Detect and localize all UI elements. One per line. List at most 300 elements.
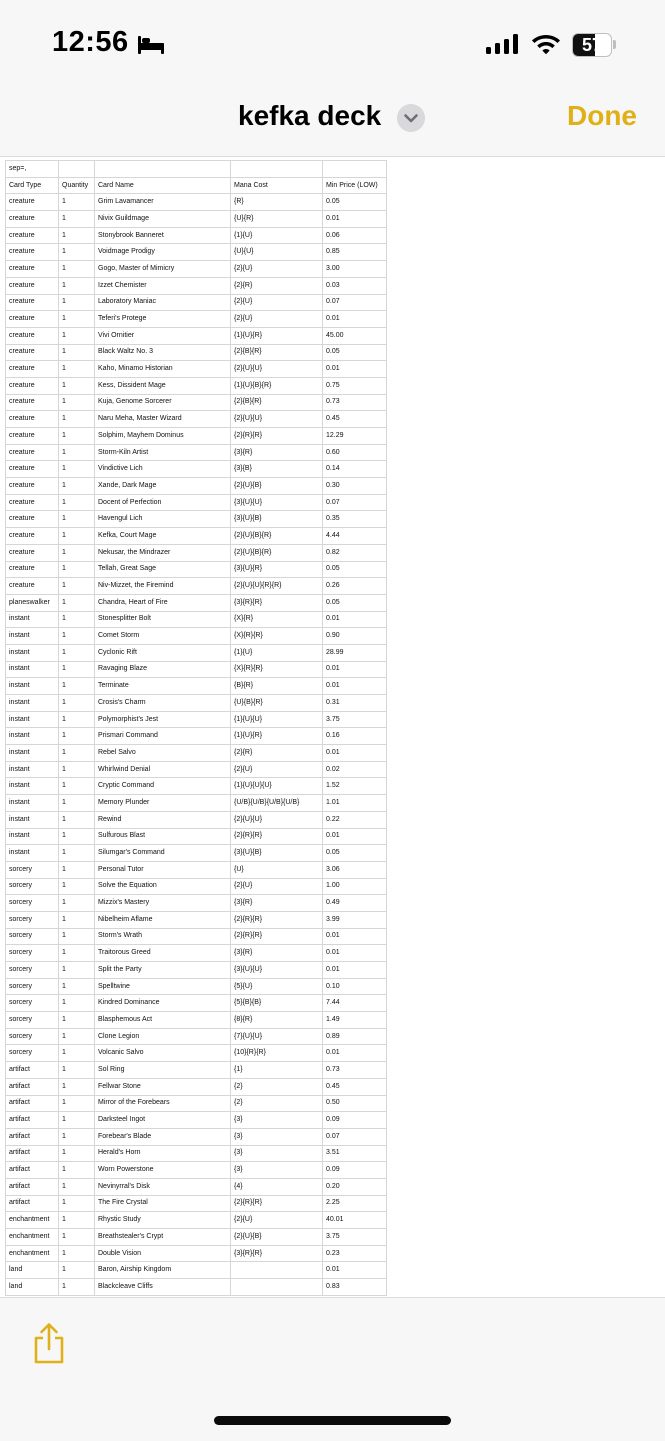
table-row — [6, 628, 387, 645]
quantity-cell: 1 — [59, 945, 95, 962]
mana-cost-cell: {3}{R} — [231, 945, 323, 962]
min-price-cell: 0.01 — [323, 962, 387, 979]
table-row — [6, 394, 387, 411]
mana-cost-cell: {2}{U}{U} — [231, 361, 323, 378]
card-type-cell: artifact — [6, 1112, 59, 1129]
quantity-cell: 1 — [59, 1245, 95, 1262]
card-name-cell: Traitorous Greed — [95, 945, 231, 962]
min-price-cell: 3.75 — [323, 1229, 387, 1246]
card-name-cell: Black Waltz No. 3 — [95, 344, 231, 361]
mana-cost-cell: {2}{U}{B}{R} — [231, 544, 323, 561]
min-price-cell: 45.00 — [323, 327, 387, 344]
card-type-cell: creature — [6, 227, 59, 244]
card-name-cell: Havengul Lich — [95, 511, 231, 528]
card-type-cell: instant — [6, 611, 59, 628]
mana-cost-cell: {U} — [231, 861, 323, 878]
min-price-cell: 1.49 — [323, 1012, 387, 1029]
table-row — [6, 528, 387, 545]
card-type-cell: creature — [6, 444, 59, 461]
quantity-cell: 1 — [59, 1095, 95, 1112]
card-type-cell: sorcery — [6, 945, 59, 962]
card-name-cell: Clone Legion — [95, 1028, 231, 1045]
mana-cost-cell: {3}{U}{U} — [231, 962, 323, 979]
quantity-cell: 1 — [59, 911, 95, 928]
quantity-cell: 1 — [59, 778, 95, 795]
min-price-cell: 0.01 — [323, 361, 387, 378]
min-price-cell: 28.99 — [323, 644, 387, 661]
table-row — [6, 761, 387, 778]
table-row — [6, 1178, 387, 1195]
card-type-cell: sorcery — [6, 911, 59, 928]
card-type-cell: instant — [6, 811, 59, 828]
card-type-cell: creature — [6, 411, 59, 428]
quantity-cell: 1 — [59, 628, 95, 645]
card-type-cell: instant — [6, 778, 59, 795]
card-name-cell: Voidmage Prodigy — [95, 244, 231, 261]
card-name-cell: Niv-Mizzet, the Firemind — [95, 578, 231, 595]
mana-cost-cell — [231, 1279, 323, 1296]
mana-cost-cell: {3}{U}{R} — [231, 561, 323, 578]
quantity-cell: 1 — [59, 761, 95, 778]
header-cell: Quantity — [59, 177, 95, 194]
card-type-cell: instant — [6, 761, 59, 778]
min-price-cell: 0.01 — [323, 945, 387, 962]
card-name-cell: Volcanic Salvo — [95, 1045, 231, 1062]
header-cell: Card Type — [6, 177, 59, 194]
quantity-cell: 1 — [59, 361, 95, 378]
mana-cost-cell: {7}{U}{U} — [231, 1028, 323, 1045]
mana-cost-cell: {B}{R} — [231, 678, 323, 695]
quantity-cell: 1 — [59, 811, 95, 828]
mana-cost-cell: {2}{U} — [231, 1212, 323, 1229]
card-type-cell: artifact — [6, 1095, 59, 1112]
wifi-icon — [531, 31, 561, 55]
table-row — [6, 978, 387, 995]
min-price-cell: 7.44 — [323, 995, 387, 1012]
quantity-cell: 1 — [59, 578, 95, 595]
card-type-cell: enchantment — [6, 1212, 59, 1229]
card-type-cell: creature — [6, 511, 59, 528]
min-price-cell: 1.01 — [323, 795, 387, 812]
mana-cost-cell: {3}{R} — [231, 895, 323, 912]
card-type-cell: sorcery — [6, 928, 59, 945]
card-type-cell: sorcery — [6, 962, 59, 979]
mana-cost-cell: {2}{U}{U}{R}{R} — [231, 578, 323, 595]
card-type-cell: sorcery — [6, 1028, 59, 1045]
min-price-cell: 0.03 — [323, 277, 387, 294]
card-name-cell: Double Vision — [95, 1245, 231, 1262]
mana-cost-cell: {1}{U}{R} — [231, 327, 323, 344]
card-type-cell: sorcery — [6, 878, 59, 895]
quantity-cell: 1 — [59, 828, 95, 845]
table-row — [6, 795, 387, 812]
table-row — [6, 261, 387, 278]
min-price-cell: 0.73 — [323, 394, 387, 411]
title-menu-chevron-icon[interactable] — [397, 104, 425, 132]
quantity-cell: 1 — [59, 711, 95, 728]
min-price-cell: 0.01 — [323, 1262, 387, 1279]
min-price-cell: 0.09 — [323, 1162, 387, 1179]
quantity-cell: 1 — [59, 1062, 95, 1079]
min-price-cell: 2.25 — [323, 1195, 387, 1212]
card-name-cell: Sulfurous Blast — [95, 828, 231, 845]
mana-cost-cell: {3} — [231, 1112, 323, 1129]
card-type-cell: creature — [6, 377, 59, 394]
min-price-cell: 0.14 — [323, 461, 387, 478]
quantity-cell: 1 — [59, 294, 95, 311]
table-row — [6, 928, 387, 945]
min-price-cell: 0.02 — [323, 761, 387, 778]
table-row — [6, 1212, 387, 1229]
card-type-cell: artifact — [6, 1078, 59, 1095]
quantity-cell: 1 — [59, 745, 95, 762]
card-type-cell: creature — [6, 478, 59, 495]
done-button[interactable]: Done — [567, 100, 637, 131]
table-row — [6, 878, 387, 895]
mana-cost-cell: {2}{U} — [231, 294, 323, 311]
mana-cost-cell: {2}{U}{B}{R} — [231, 528, 323, 545]
min-price-cell: 0.05 — [323, 594, 387, 611]
min-price-cell: 0.05 — [323, 194, 387, 211]
card-type-cell: instant — [6, 745, 59, 762]
min-price-cell: 0.75 — [323, 377, 387, 394]
card-type-cell: creature — [6, 261, 59, 278]
min-price-cell: 0.45 — [323, 411, 387, 428]
mana-cost-cell: {8}{R} — [231, 1012, 323, 1029]
mana-cost-cell: {2}{U} — [231, 261, 323, 278]
csv-spreadsheet — [5, 160, 387, 1296]
card-name-cell: Stonybrook Banneret — [95, 227, 231, 244]
min-price-cell: 0.06 — [323, 227, 387, 244]
card-name-cell: Crosis's Charm — [95, 695, 231, 712]
card-name-cell: Nevinyrral's Disk — [95, 1178, 231, 1195]
table-row — [6, 594, 387, 611]
card-type-cell: instant — [6, 711, 59, 728]
mana-cost-cell: {2}{U} — [231, 761, 323, 778]
card-type-cell: sorcery — [6, 995, 59, 1012]
card-name-cell: Kefka, Court Mage — [95, 528, 231, 545]
mana-cost-cell: {X}{R}{R} — [231, 661, 323, 678]
table-row — [6, 845, 387, 862]
mana-cost-cell: {3}{U}{U} — [231, 494, 323, 511]
card-name-cell: Darksteel Ingot — [95, 1112, 231, 1129]
min-price-cell: 0.10 — [323, 978, 387, 995]
card-name-cell: Kaho, Minamo Historian — [95, 361, 231, 378]
card-name-cell: Polymorphist's Jest — [95, 711, 231, 728]
table-row — [6, 444, 387, 461]
quantity-cell: 1 — [59, 1162, 95, 1179]
table-row — [6, 461, 387, 478]
card-name-cell: Laboratory Maniac — [95, 294, 231, 311]
quantity-cell: 1 — [59, 444, 95, 461]
min-price-cell: 0.07 — [323, 1128, 387, 1145]
card-type-cell: enchantment — [6, 1245, 59, 1262]
quantity-cell: 1 — [59, 1212, 95, 1229]
status-time: 12:56 — [52, 26, 129, 58]
quantity-cell: 1 — [59, 227, 95, 244]
table-row — [6, 911, 387, 928]
min-price-cell: 3.00 — [323, 261, 387, 278]
card-type-cell: creature — [6, 394, 59, 411]
header-cell: Min Price (LOW) — [323, 177, 387, 194]
share-icon[interactable] — [32, 1322, 66, 1364]
card-name-cell: Prismari Command — [95, 728, 231, 745]
table-row — [6, 277, 387, 294]
quantity-cell: 1 — [59, 1078, 95, 1095]
mana-cost-cell: {10}{R}{R} — [231, 1045, 323, 1062]
quantity-cell: 1 — [59, 1045, 95, 1062]
card-name-cell: Stonesplitter Bolt — [95, 611, 231, 628]
card-name-cell: Whirlwind Denial — [95, 761, 231, 778]
mana-cost-cell: {2}{B}{R} — [231, 344, 323, 361]
card-name-cell: Solve the Equation — [95, 878, 231, 895]
card-name-cell: Teferi's Protege — [95, 311, 231, 328]
quantity-cell: 1 — [59, 1145, 95, 1162]
table-row — [6, 1195, 387, 1212]
table-row — [6, 1062, 387, 1079]
table-row — [6, 728, 387, 745]
mana-cost-cell: {2}{R} — [231, 745, 323, 762]
quantity-cell: 1 — [59, 494, 95, 511]
card-type-cell: creature — [6, 561, 59, 578]
card-name-cell: Forebear's Blade — [95, 1128, 231, 1145]
quantity-cell: 1 — [59, 1128, 95, 1145]
mana-cost-cell: {3}{R}{R} — [231, 1245, 323, 1262]
battery-level: 57 — [581, 35, 603, 55]
card-name-cell: Worn Powerstone — [95, 1162, 231, 1179]
mana-cost-cell: {2}{R}{R} — [231, 1195, 323, 1212]
mana-cost-cell: {3}{U}{B} — [231, 511, 323, 528]
table-row — [6, 745, 387, 762]
table-row — [6, 361, 387, 378]
quantity-cell: 1 — [59, 511, 95, 528]
quantity-cell: 1 — [59, 1279, 95, 1296]
min-price-cell: 0.01 — [323, 745, 387, 762]
card-name-cell: Nekusar, the Mindrazer — [95, 544, 231, 561]
mana-cost-cell: {5}{B}{B} — [231, 995, 323, 1012]
mana-cost-cell — [231, 1262, 323, 1279]
quantity-cell: 1 — [59, 261, 95, 278]
mana-cost-cell: {3} — [231, 1128, 323, 1145]
card-name-cell: Mizzix's Mastery — [95, 895, 231, 912]
card-type-cell: sorcery — [6, 978, 59, 995]
cellular-signal-icon — [486, 34, 520, 54]
mana-cost-cell: {2}{R}{R} — [231, 911, 323, 928]
table-row — [6, 644, 387, 661]
card-type-cell: creature — [6, 528, 59, 545]
quantity-cell: 1 — [59, 995, 95, 1012]
card-type-cell: sorcery — [6, 861, 59, 878]
quantity-cell: 1 — [59, 845, 95, 862]
min-price-cell: 0.01 — [323, 1045, 387, 1062]
min-price-cell: 0.23 — [323, 1245, 387, 1262]
table-row — [6, 945, 387, 962]
mana-cost-cell: {R} — [231, 194, 323, 211]
card-name-cell: Kuja, Genome Sorcerer — [95, 394, 231, 411]
card-name-cell: Solphim, Mayhem Dominus — [95, 428, 231, 445]
table-row — [6, 1028, 387, 1045]
table-row — [6, 561, 387, 578]
quantity-cell: 1 — [59, 377, 95, 394]
mana-cost-cell: {2}{U}{U} — [231, 411, 323, 428]
card-type-cell: creature — [6, 311, 59, 328]
table-row — [6, 1012, 387, 1029]
mana-cost-cell: {2}{U}{B} — [231, 1229, 323, 1246]
card-type-cell: creature — [6, 461, 59, 478]
card-type-cell: creature — [6, 244, 59, 261]
min-price-cell: 3.06 — [323, 861, 387, 878]
mana-cost-cell: {1}{U} — [231, 227, 323, 244]
card-type-cell: artifact — [6, 1062, 59, 1079]
min-price-cell: 1.52 — [323, 778, 387, 795]
quantity-cell: 1 — [59, 928, 95, 945]
mana-cost-cell: {2} — [231, 1095, 323, 1112]
quantity-cell: 1 — [59, 211, 95, 228]
mana-cost-cell: {2}{U} — [231, 878, 323, 895]
mana-cost-cell: {1}{U} — [231, 644, 323, 661]
table-row — [6, 1145, 387, 1162]
quantity-cell: 1 — [59, 728, 95, 745]
mana-cost-cell: {1} — [231, 1062, 323, 1079]
table-row — [6, 244, 387, 261]
card-name-cell: Storm's Wrath — [95, 928, 231, 945]
table-row — [6, 494, 387, 511]
mana-cost-cell: {4} — [231, 1178, 323, 1195]
card-type-cell: artifact — [6, 1145, 59, 1162]
table-row — [6, 1078, 387, 1095]
quantity-cell: 1 — [59, 978, 95, 995]
table-row — [6, 895, 387, 912]
card-type-cell: instant — [6, 828, 59, 845]
card-name-cell: Breathstealer's Crypt — [95, 1229, 231, 1246]
quantity-cell: 1 — [59, 895, 95, 912]
card-name-cell: Baron, Airship Kingdom — [95, 1262, 231, 1279]
card-type-cell: sorcery — [6, 895, 59, 912]
preface-row — [6, 161, 387, 178]
table-row — [6, 294, 387, 311]
table-row — [6, 861, 387, 878]
quantity-cell: 1 — [59, 695, 95, 712]
card-name-cell: Gogo, Master of Mimicry — [95, 261, 231, 278]
card-name-cell: Comet Storm — [95, 628, 231, 645]
card-type-cell: creature — [6, 327, 59, 344]
mana-cost-cell: {3} — [231, 1162, 323, 1179]
quantity-cell: 1 — [59, 394, 95, 411]
card-type-cell: creature — [6, 578, 59, 595]
table-row — [6, 411, 387, 428]
min-price-cell: 0.05 — [323, 561, 387, 578]
card-name-cell: Blasphemous Act — [95, 1012, 231, 1029]
quantity-cell: 1 — [59, 1028, 95, 1045]
card-name-cell: Rhystic Study — [95, 1212, 231, 1229]
mana-cost-cell: {X}{R}{R} — [231, 628, 323, 645]
card-name-cell: Vivi Ornitier — [95, 327, 231, 344]
min-price-cell: 0.01 — [323, 311, 387, 328]
min-price-cell: 0.50 — [323, 1095, 387, 1112]
table-row — [6, 678, 387, 695]
table-row — [6, 327, 387, 344]
min-price-cell: 0.45 — [323, 1078, 387, 1095]
card-type-cell: land — [6, 1262, 59, 1279]
table-row — [6, 778, 387, 795]
top-bar — [0, 0, 665, 157]
quantity-cell: 1 — [59, 277, 95, 294]
card-name-cell: Memory Plunder — [95, 795, 231, 812]
mana-cost-cell: {1}{U}{R} — [231, 728, 323, 745]
preface-cell: sep=, — [6, 161, 59, 178]
card-name-cell: Rewind — [95, 811, 231, 828]
card-type-cell: instant — [6, 728, 59, 745]
min-price-cell: 0.83 — [323, 1279, 387, 1296]
card-type-cell: creature — [6, 194, 59, 211]
card-name-cell: Rebel Salvo — [95, 745, 231, 762]
quantity-cell: 1 — [59, 1012, 95, 1029]
quantity-cell: 1 — [59, 962, 95, 979]
min-price-cell: 0.01 — [323, 211, 387, 228]
min-price-cell: 0.85 — [323, 244, 387, 261]
table-row — [6, 661, 387, 678]
quantity-cell: 1 — [59, 544, 95, 561]
mana-cost-cell: {U}{B}{R} — [231, 695, 323, 712]
table-row — [6, 828, 387, 845]
card-name-cell: Tellah, Great Sage — [95, 561, 231, 578]
quantity-cell: 1 — [59, 428, 95, 445]
card-name-cell: Terminate — [95, 678, 231, 695]
table-row — [6, 1045, 387, 1062]
document-title: kefka deck — [238, 100, 382, 131]
card-name-cell: Naru Meha, Master Wizard — [95, 411, 231, 428]
card-type-cell: creature — [6, 544, 59, 561]
min-price-cell: 0.01 — [323, 661, 387, 678]
card-name-cell: The Fire Crystal — [95, 1195, 231, 1212]
min-price-cell: 0.05 — [323, 845, 387, 862]
quantity-cell: 1 — [59, 561, 95, 578]
card-type-cell: creature — [6, 428, 59, 445]
card-name-cell: Storm-Kiln Artist — [95, 444, 231, 461]
min-price-cell: 0.01 — [323, 678, 387, 695]
home-indicator[interactable] — [214, 1416, 451, 1425]
table-row — [6, 311, 387, 328]
card-name-cell: Grim Lavamancer — [95, 194, 231, 211]
quantity-cell: 1 — [59, 327, 95, 344]
table-row — [6, 995, 387, 1012]
quantity-cell: 1 — [59, 1195, 95, 1212]
quantity-cell: 1 — [59, 1229, 95, 1246]
table-row — [6, 1095, 387, 1112]
card-name-cell: Izzet Chemister — [95, 277, 231, 294]
card-name-cell: Chandra, Heart of Fire — [95, 594, 231, 611]
min-price-cell: 0.20 — [323, 1178, 387, 1195]
min-price-cell: 0.05 — [323, 344, 387, 361]
min-price-cell: 4.44 — [323, 528, 387, 545]
min-price-cell: 3.51 — [323, 1145, 387, 1162]
mana-cost-cell: {3} — [231, 1145, 323, 1162]
min-price-cell: 3.75 — [323, 711, 387, 728]
card-type-cell: land — [6, 1279, 59, 1296]
battery-indicator — [572, 33, 616, 57]
mana-cost-cell: {2}{R} — [231, 277, 323, 294]
table-row — [6, 227, 387, 244]
card-type-cell: artifact — [6, 1162, 59, 1179]
card-name-cell: Split the Party — [95, 962, 231, 979]
card-type-cell: creature — [6, 277, 59, 294]
mana-cost-cell: {3}{B} — [231, 461, 323, 478]
card-name-cell: Personal Tutor — [95, 861, 231, 878]
min-price-cell: 0.31 — [323, 695, 387, 712]
table-row — [6, 1245, 387, 1262]
table-row — [6, 611, 387, 628]
min-price-cell: 40.01 — [323, 1212, 387, 1229]
